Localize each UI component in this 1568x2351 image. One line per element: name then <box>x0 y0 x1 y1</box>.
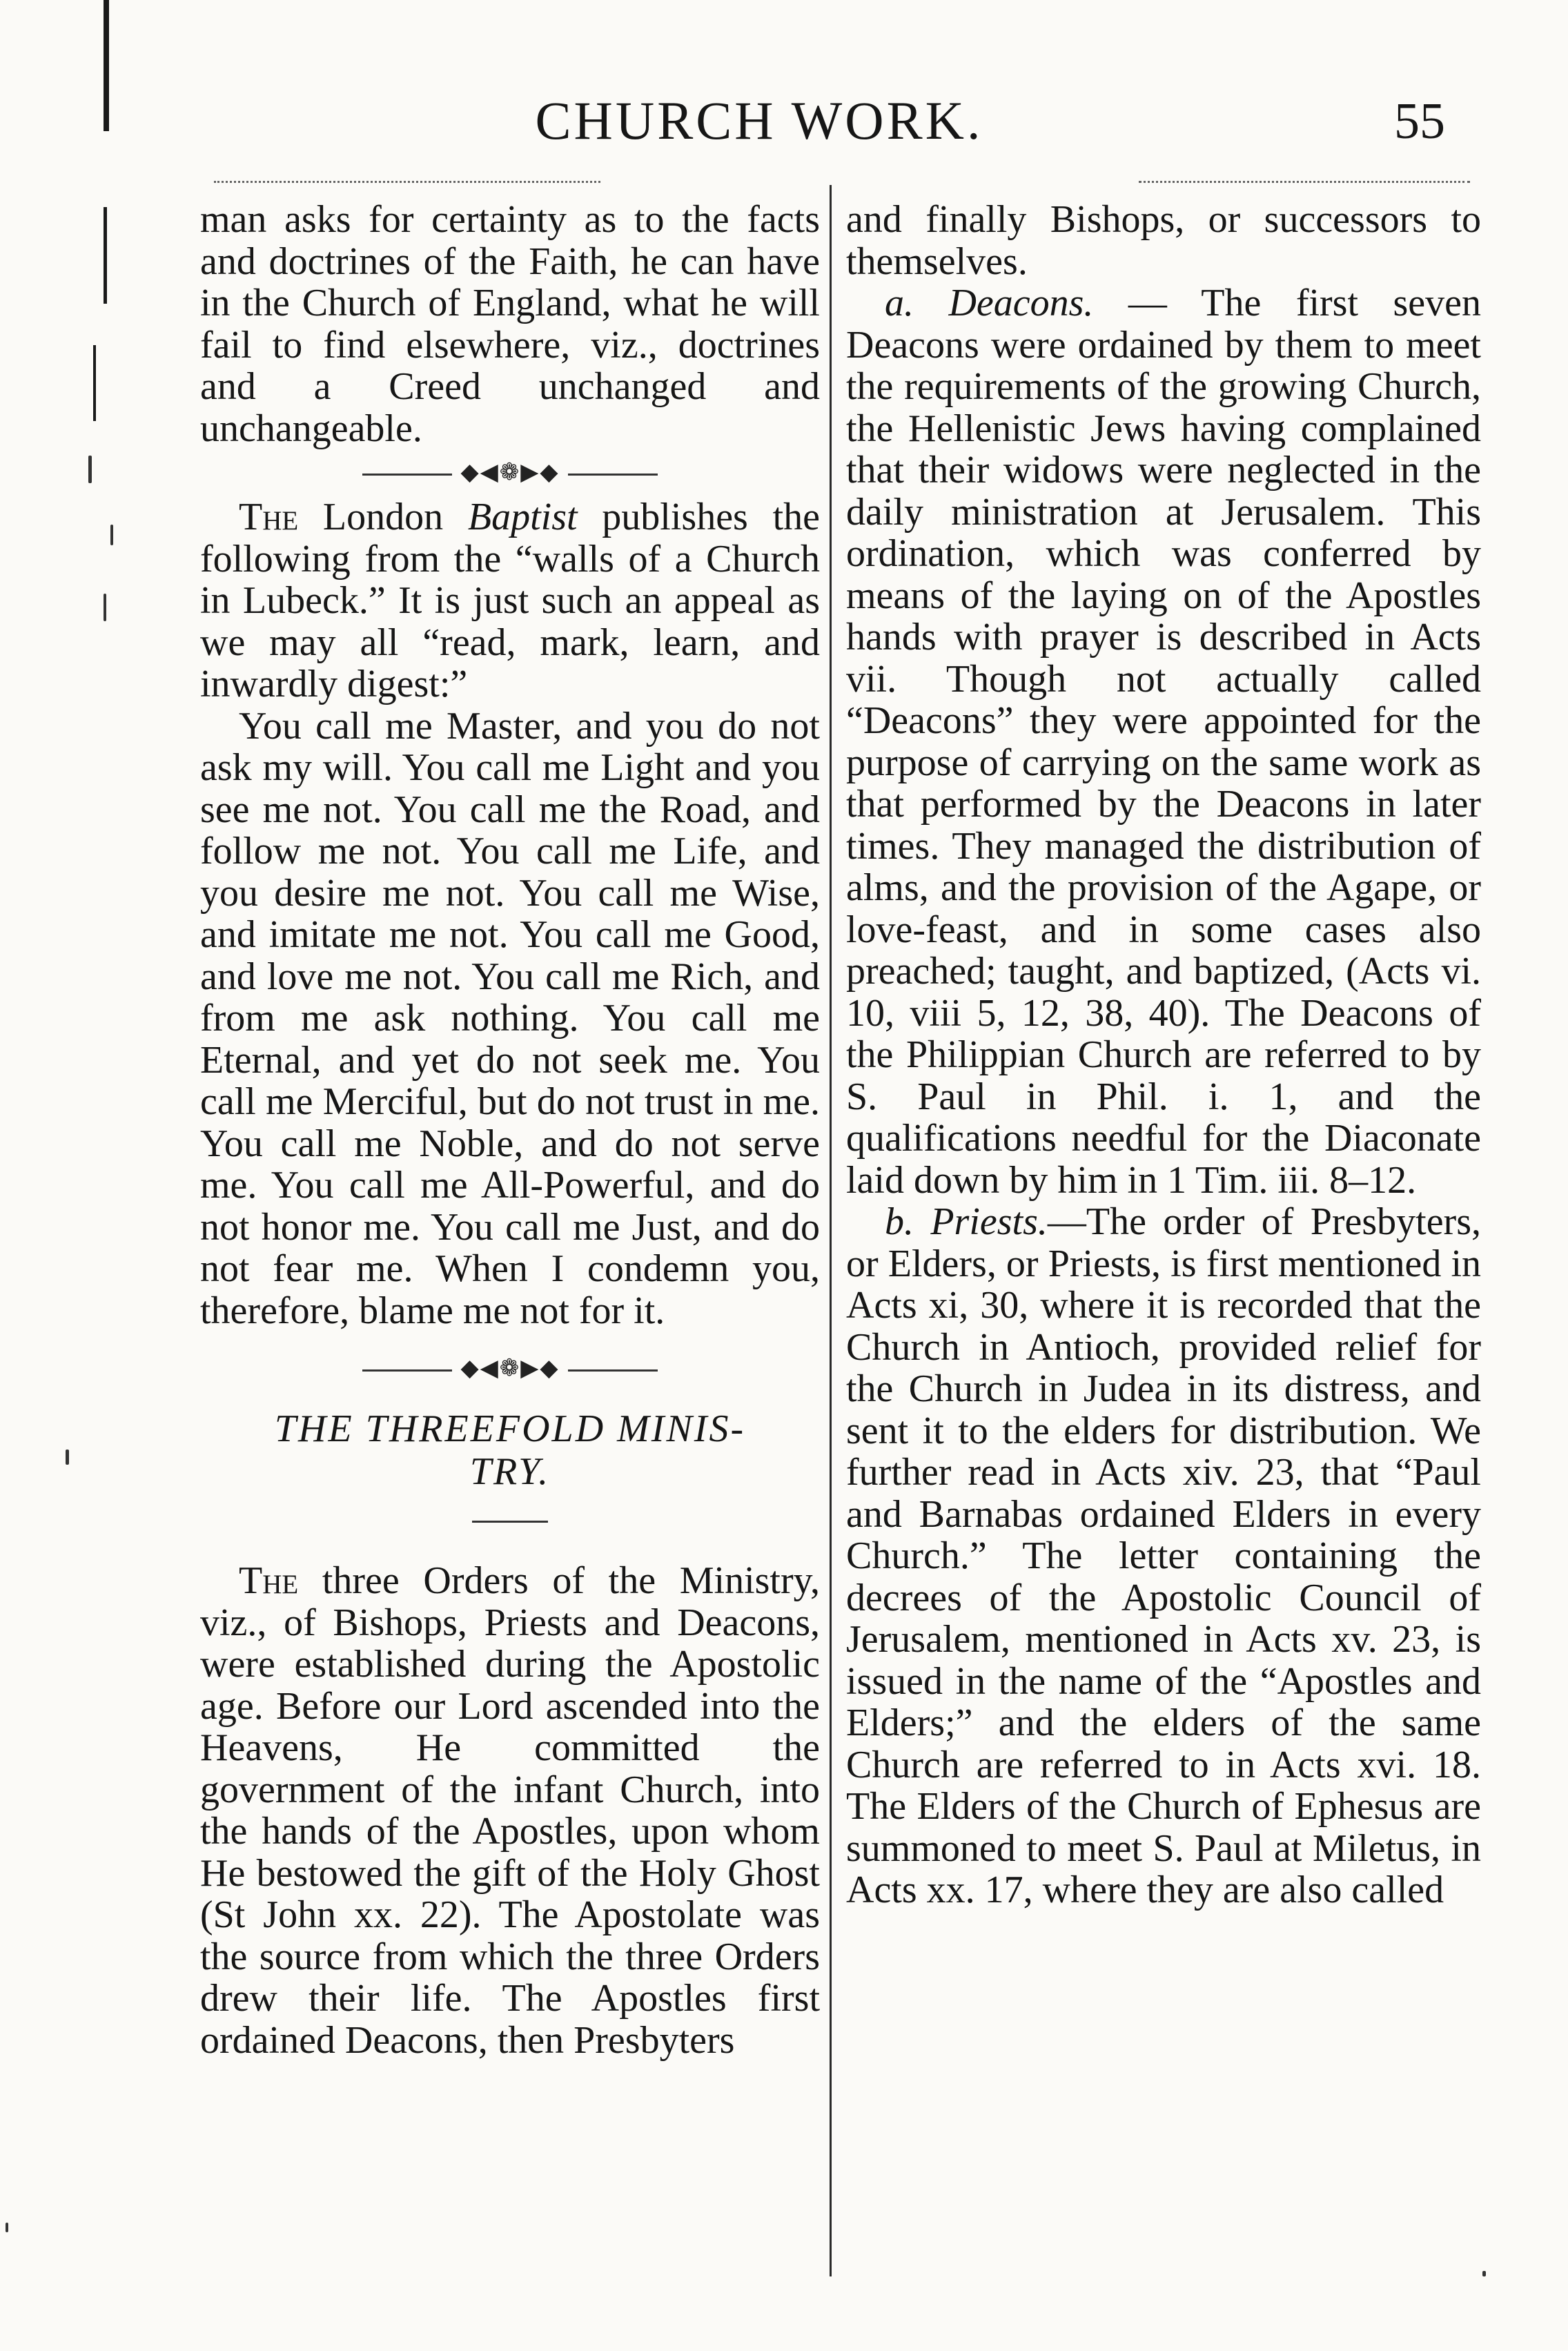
left-column <box>200 199 820 2061</box>
paragraph-lubeck-inscription: You call me Master, and you do not ask my will. You call me Light and you see me not. You call me the Road, and follow me not. You call me Life, and you desire me not. You call me Wise, and imitate me not. You call me Good, and love me not. You call me Rich, and from me ask nothing. You call me Eternal, and yet do not seek me. You call me Merciful, but do not trust in me. You call me Noble, and do not serve me. You call me All-Powerful, and do not honor me. You call me Just, and do not fear me. When I condemn you, therefore, blame me not for it. <box>200 704 820 1332</box>
lead-word: The <box>239 496 299 538</box>
item-heading-priests: b. Priests. <box>885 1200 1048 1243</box>
divider-line <box>568 474 658 476</box>
scan-speck <box>110 525 113 545</box>
paragraph-text: three Orders of the Ministry, viz., of Bishops, Priests and Deacons, were established during the Apostolic age. Before our Lord ascended into the Heavens, He committed the government of the infant Church, into the hands of the Apostles, upon whom He bestowed the gift of the Holy Ghost (St John xx. 22). The Apostolate was the source from which the three Orders drew their life. The Apostles first ordained Deacons, then Presbyters <box>200 1559 820 2062</box>
paragraph-continuation: man asks for certainty as to the facts and doctrines of the Faith, he can have in the Church of England, what he will fail to find elsewhere, viz., doctrines and a Creed unchanged and unchangeable. <box>200 198 820 450</box>
paragraph-text: —The order of Presbyters, or Elders, or Priests, is first mentioned in Acts xi, 30, where it is recorded that the Church in Antioch, provided relief for the Church in Judea in its distress, and sent it to the elders for distribution. We further read in Acts xiv. 23, that “Paul and Barnabas ordained Elders in every Church.” The letter containing the decrees of the Apostolic Council of Jerusalem, mentioned in Acts xv. 23, is issued in the name of the “Apostles and Elders;” and the elders of the same Church are referred to in Acts xvi. 18. The Elders of the Church of Ephesus are summoned to meet S. Paul at Miletus, in Acts xx. 17, where they are also called <box>846 1200 1481 1911</box>
intro-text-a: London <box>298 496 468 538</box>
scan-speck <box>6 2223 8 2232</box>
section-title-line: TRY. <box>469 1450 551 1493</box>
divider-line <box>362 1369 452 1372</box>
divider-line <box>568 1369 658 1372</box>
page-number: 55 <box>1394 93 1445 150</box>
scan-speck <box>1482 2271 1486 2276</box>
ornamental-divider: ◆◀❁▶◆ <box>200 452 820 494</box>
paragraph-continuation: and finally Bishops, or successors to themselves. <box>846 198 1481 283</box>
right-column <box>846 199 1481 1911</box>
ornamental-divider: ◆◀❁▶◆ <box>200 1348 820 1389</box>
header-rule-left <box>214 181 600 183</box>
short-divider <box>472 1521 548 1523</box>
section-title-line: THE THREEFOLD MINIS- <box>274 1407 746 1450</box>
lead-word: The <box>239 1559 299 1602</box>
paragraph-threefold-ministry <box>200 1560 820 2061</box>
divider-line <box>362 474 452 476</box>
scan-speck <box>104 594 106 621</box>
binding-edge-shadow <box>104 207 107 304</box>
scan-speck <box>88 456 92 483</box>
source-title: Baptist <box>467 496 578 538</box>
item-heading-deacons: a. Deacons. <box>885 282 1094 324</box>
header-rule-right <box>1139 181 1470 183</box>
page-header <box>0 90 1568 166</box>
paragraph-text: — The first seven Deacons were ordained by them to meet the requirements of the growing Church, the Hellenistic Jews having complained that their widows were neglected in the daily ministration at Jerusalem. This ordination, which was conferred by means of the laying on of the Apostles hands with prayer is described in Acts vii. Though not actually called “Deacons” they were appointed for the purpose of carrying on the same work as that performed by the Deacons in later times. They managed the distribution of alms, and the provision of the Agape, or love-feast, and in some cases also preached; taught, and baptized, (Acts vi. 10, viii 5, 12, 38, 40). The Deacons of the Philippian Church are referred to by S. Paul in Phil. i. 1, and the qualifications needful for the Diaconate laid down by him in 1 Tim. iii. 8–12. <box>846 282 1481 1202</box>
scan-speck <box>66 1450 69 1465</box>
running-title: CHURCH WORK. <box>535 90 983 150</box>
intro-text-b: publishes the following from the “walls of a Church in Lubeck.” It is just such an appeal as we may all “read, mark, learn, and inwardly digest:” <box>200 496 820 705</box>
paragraph-deacons <box>846 282 1481 1201</box>
section-title <box>200 1407 820 1493</box>
paragraph-priests <box>846 1201 1481 1911</box>
binding-edge-shadow <box>93 345 96 421</box>
paragraph-lubeck-intro <box>200 496 820 705</box>
column-divider <box>830 185 832 2276</box>
